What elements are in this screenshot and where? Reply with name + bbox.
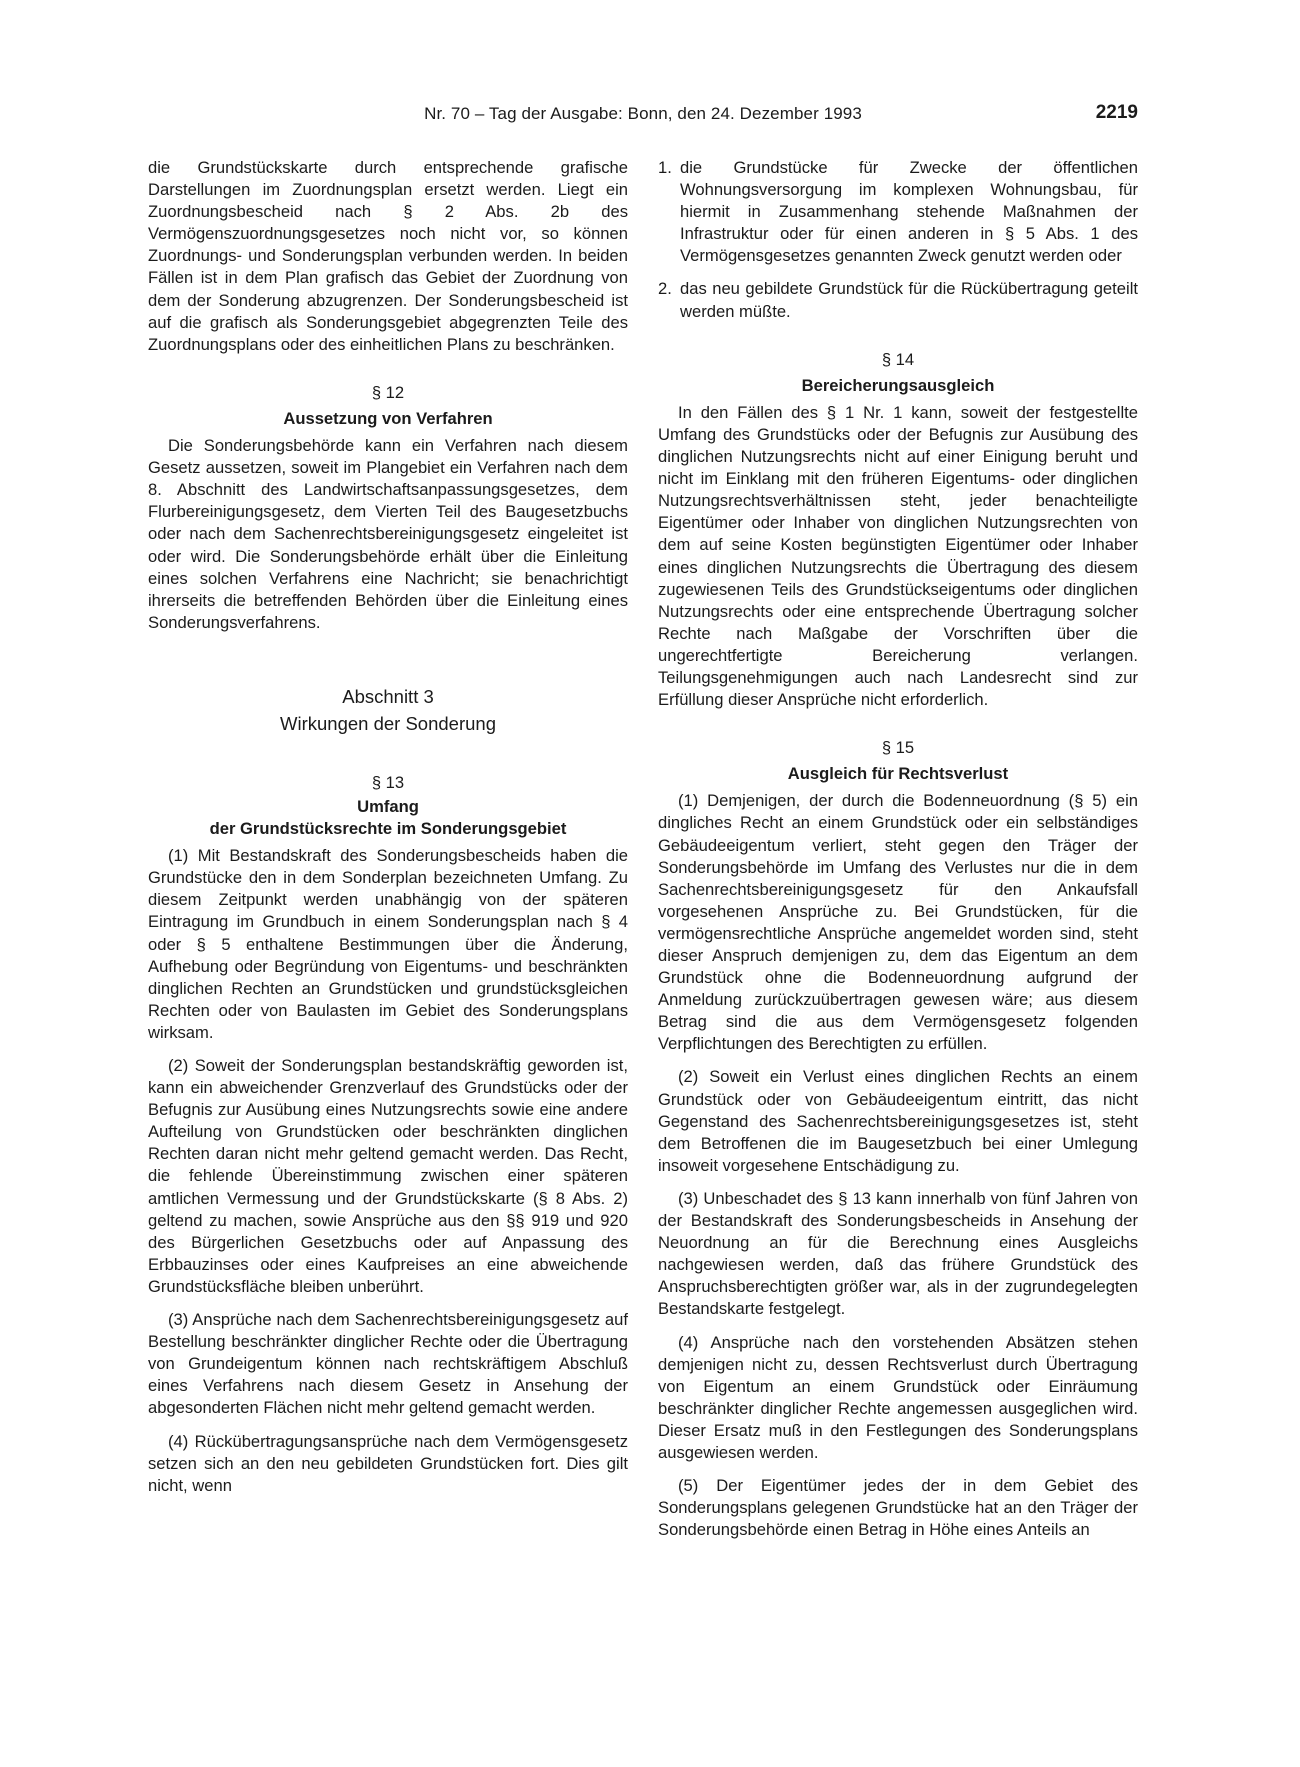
chapter-label: Abschnitt 3 [342, 685, 434, 707]
heading-13-line1: Umfang [357, 796, 419, 816]
section-sign-13: § 13 [371, 772, 405, 792]
continued-paragraph: die Grundstückskarte durch entsprechende grafische Darstellungen im Zuordnungsplan ersetzt werden. Liegt ein Zuordnungsbescheid nach § 2 Abs. 2b des Vermögenszuordnungsgesetzes noch nicht vor, so können Zuordnungs- und Sonderungsplan verbunden werden. In beiden Fällen ist in dem Plan grafisch das Gebiet der Zuordnung von dem der Sonderung abzugrenzen. Der Sonderungsbescheid ist auf die grafisch als Sonderungsgebiet abgegrenzten Teile des Zuordnungsplans oder des einheitlichen Plans zu beschränken. [148, 158, 628, 354]
paragraph-13-3: (3) Ansprüche nach dem Sachenrechtsbereinigungsgesetz auf Bestellung beschränkter dinglicher Rechte oder die Übertragung von Grundeigentum können nach rechtskräftigem Abschluß eines Verfahrens nach diesem Gesetz in Ansehung der abgesonderten Flächen nicht mehr geltend gemacht werden. [148, 1310, 628, 1418]
section-sign-12: § 12 [371, 382, 405, 402]
paragraph-15-4: (4) Ansprüche nach den vorstehenden Absätzen stehen demjenigen nicht zu, dessen Rechtsverlust durch Übertragung von Eigentum an einem Grundstück oder Einräumung beschränkter dinglicher Rechte angemessen ausgeglichen wird. Dieser Ersatz muß in den Festlegungen des Sonderungsplans ausgewiesen werden. [658, 1332, 1138, 1462]
issue-line: Nr. 70 – Tag der Ausgabe: Bonn, den 24. Dezember 1993 [424, 104, 862, 123]
paragraph-14: In den Fällen des § 1 Nr. 1 kann, soweit der festgestellte Umfang des Grundstücks oder der Befugnis zur Ausübung des dinglichen Nutzungsrechts nicht auf einer Einigung beruht und nicht im Einklang mit den früheren Eigentums- oder dinglichen Nutzungsrechtsverhältnissen steht, jeder benachteiligte Eigentümer oder Inhaber von dinglichen Nutzungsrechten von dem auf seine Kosten begünstigten Eigentümer oder Inhaber eines dinglichen Nutzungsrechts die Übertragung des diesem zugewiesenen Teils des Grundstückseigentums oder dinglichen Nutzungsrechts oder eine entsprechende Übertragung solcher Rechte nach Maßgabe der Vorschriften über die ungerechtfertigte Bereicherung verlangen. Teilungsgenehmigungen auch nach Landesrecht sind zur Erfüllung dieser Ansprüche nicht erforderlich. [658, 402, 1138, 710]
paragraph-15-3: (3) Unbeschadet des § 13 kann innerhalb von fünf Jahren von der Bestandskraft des Sonderungsbescheids in Ansehung der Neuordnung an für die Berechnung eines Ausgleichs nachgewiesen werden, daß das frühere Grundstück des Anspruchsberechtigten größer war, als in der zugrundegelegten Bestandskarte festgelegt. [658, 1188, 1138, 1319]
list-text: die Grundstücke für Zwecke der öffentlichen Wohnungsversorgung im komplexen Wohnungsbau, für hiermit in Zusammenhang stehende Maßnahmen der Infrastruktur oder für einen anderen in § 5 Abs. 1 des Vermögensgesetzes genannten Zweck genutzt werden oder [680, 158, 1138, 266]
paragraph-13-2: (2) Soweit der Sonderungsplan bestandskräftig geworden ist, kann ein abweichender Grenzverlauf des Grundstücks oder der Befugnis zur Ausübung eines Nutzungsrechts sowie eine andere Aufteilung von Grundstücken oder beschränkten dinglichen Rechten daran nicht mehr geltend gemacht werden. Das Recht, die fehlende Übereinstimmung zwischen einer späteren amtlichen Vermessung und der Grundstückskarte (§ 8 Abs. 2) geltend zu machen, sowie Ansprüche aus den §§ 919 und 920 des Bürgerlichen Gesetzbuchs oder auf Anpassung des Erbbauzinses oder eines Kaufpreises an eine abweichende Grundstücksfläche bleiben unberührt. [148, 1056, 628, 1296]
right-column [658, 157, 1138, 1541]
section-sign-14: § 14 [881, 349, 915, 369]
list-number: 2. [658, 279, 672, 299]
list-number: 1. [658, 158, 672, 177]
paragraph-15-5: (5) Der Eigentümer jedes der in dem Gebiet des Sonderungsplans gelegenen Grundstücke hat an den Träger der Sonderungsbehörde einen Betrag in Höhe eines Anteils an [658, 1476, 1138, 1540]
heading-14: Bereicherungsausgleich [801, 375, 995, 395]
section-sign-15: § 15 [881, 738, 915, 758]
list-text: das neu gebildete Grundstück für die Rückübertragung geteilt werden müßte. [680, 279, 1138, 321]
paragraph-13-1: (1) Mit Bestandskraft des Sonderungsbescheids haben die Grundstücke den in dem Sonderplan bezeichneten Umfang. Zu diesem Zeitpunkt werden unabhängig von der späteren Eintragung im Grundbuch in einem Sonderungsplan nach § 4 oder § 5 enthaltene Bestimmungen über die Änderung, Aufhebung oder Begründung von Eigentums- und beschränkten dinglichen Rechten an Grundstücken und grundstücksgleichen Rechten oder von Baulasten im Gebiet des Sonderungsplans wirksam. [148, 846, 628, 1042]
paragraph-12: Die Sonderungsbehörde kann ein Verfahren nach diesem Gesetz aussetzen, soweit im Plangebiet ein Verfahren nach dem 8. Abschnitt des Landwirtschaftsanpassungsgesetzes, dem Flurbereinigungsgesetz, dem Vierten Teil des Baugesetzbuchs oder nach dem Sachenrechtsbereinigungsgesetz eingeleitet ist oder wird. Die Sonderungsbehörde erhält über die Einleitung eines solchen Verfahrens eine Nachricht; sie benachrichtigt ihrerseits die betreffenden Behörden über die Einleitung eines Sonderungsverfahrens. [148, 436, 628, 632]
page-number: 2219 [1095, 102, 1138, 123]
list-item [658, 157, 1138, 267]
chapter-title: Wirkungen der Sonderung [280, 712, 496, 734]
paragraph-15-1: (1) Demjenigen, der durch die Bodenneuordnung (§ 5) ein dingliches Recht an einem Grundstück oder ein selbständiges Gebäudeeigentum verliert, steht gegen den Träger der Sonderungsbehörde im Umfang des Verlustes nur die in dem Sachenrechtsbereinigungsgesetz für den Ankaufsfall vorgesehenen Ansprüche zu. Bei Grundstücken, für die vermögensrechtliche Ansprüche angemeldet worden sind, steht dieser Anspruch demjenigen zu, dem das Eigentum an dem Grundstück ohne die Bodenneuordnung aufgrund der Anmeldung zurückzuübertragen gewesen wäre; aus diesem Betrag sind die aus dem Vermögensgesetz folgenden Verpflichtungen des Berechtigten zu erfüllen. [658, 791, 1138, 1054]
paragraph-15-2: (2) Soweit ein Verlust eines dinglichen Rechts an einem Grundstück oder von Gebäudeeigentum eintritt, das nicht Gegenstand des Sachenrechtsbereinigungsgesetzes ist, steht dem Betroffenen die im Baugesetzbuch bei einer Umlegung insoweit vorgesehene Entschädigung zu. [658, 1067, 1138, 1175]
heading-12: Aussetzung von Verfahren [283, 408, 493, 428]
page-header [148, 104, 1138, 130]
paragraph-13-4: (4) Rückübertragungsansprüche nach dem Vermögensgesetz setzen sich an den neu gebildeten Grundstücken fort. Dies gilt nicht, wenn [148, 1431, 628, 1495]
heading-15: Ausgleich für Rechtsverlust [787, 764, 1009, 784]
list-item [658, 278, 1138, 322]
numbered-list [658, 157, 1138, 323]
left-column [148, 157, 628, 1497]
heading-13-line2: der Grundstücksrechte im Sonderungsgebiet [209, 819, 567, 839]
